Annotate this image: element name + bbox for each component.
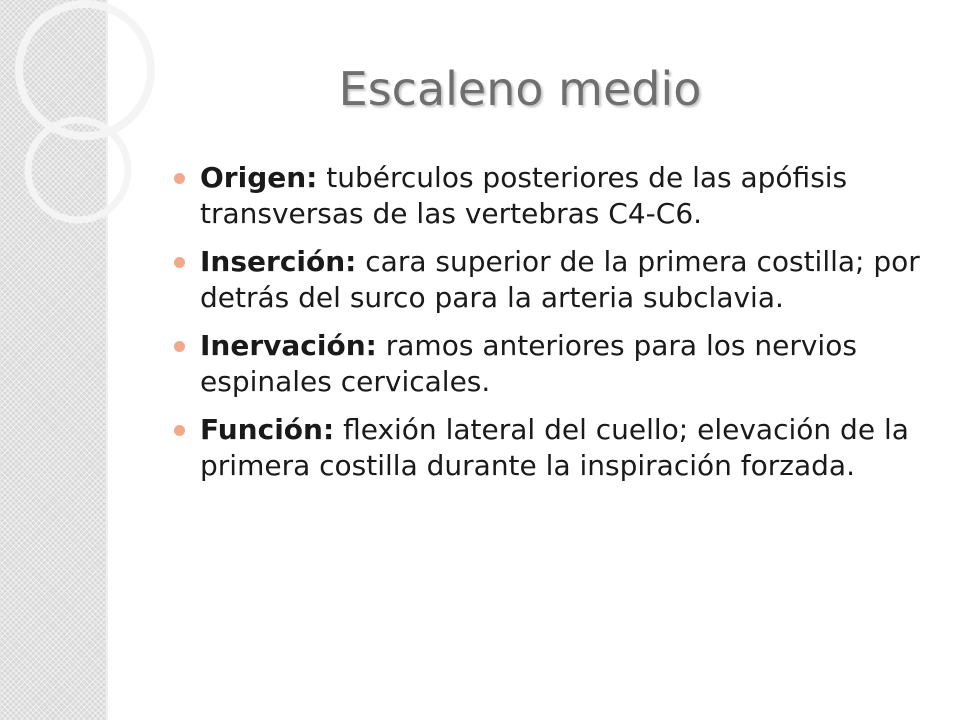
item-text: tubérculos posteriores de las apófisis transversas de las vertebras C4-C6. <box>200 161 848 230</box>
bullet-icon <box>174 341 185 352</box>
item-text: cara superior de la primera costilla; por detrás del surco para la arteria subclavia. <box>200 245 920 314</box>
item-label: Origen: <box>200 161 318 194</box>
bullet-icon <box>174 425 185 436</box>
decorative-rings <box>0 0 160 260</box>
item-text: ramos anteriores para los nervios espinales cervicales. <box>200 329 857 398</box>
list-item-funcion <box>168 412 938 484</box>
item-label: Inserción: <box>200 245 357 278</box>
list-item-inervacion <box>168 328 938 400</box>
page-title: Escaleno medio <box>338 62 702 116</box>
item-label: Función: <box>200 413 335 446</box>
item-label: Inervación: <box>200 329 377 362</box>
item-text: flexión lateral del cuello; elevación de la primera costilla durante la inspiración forzada. <box>200 413 909 482</box>
list-item-origen <box>168 160 938 232</box>
bullet-icon <box>174 257 185 268</box>
list-item-insercion <box>168 244 938 316</box>
bullet-icon <box>174 173 185 184</box>
bullet-list <box>168 160 938 496</box>
